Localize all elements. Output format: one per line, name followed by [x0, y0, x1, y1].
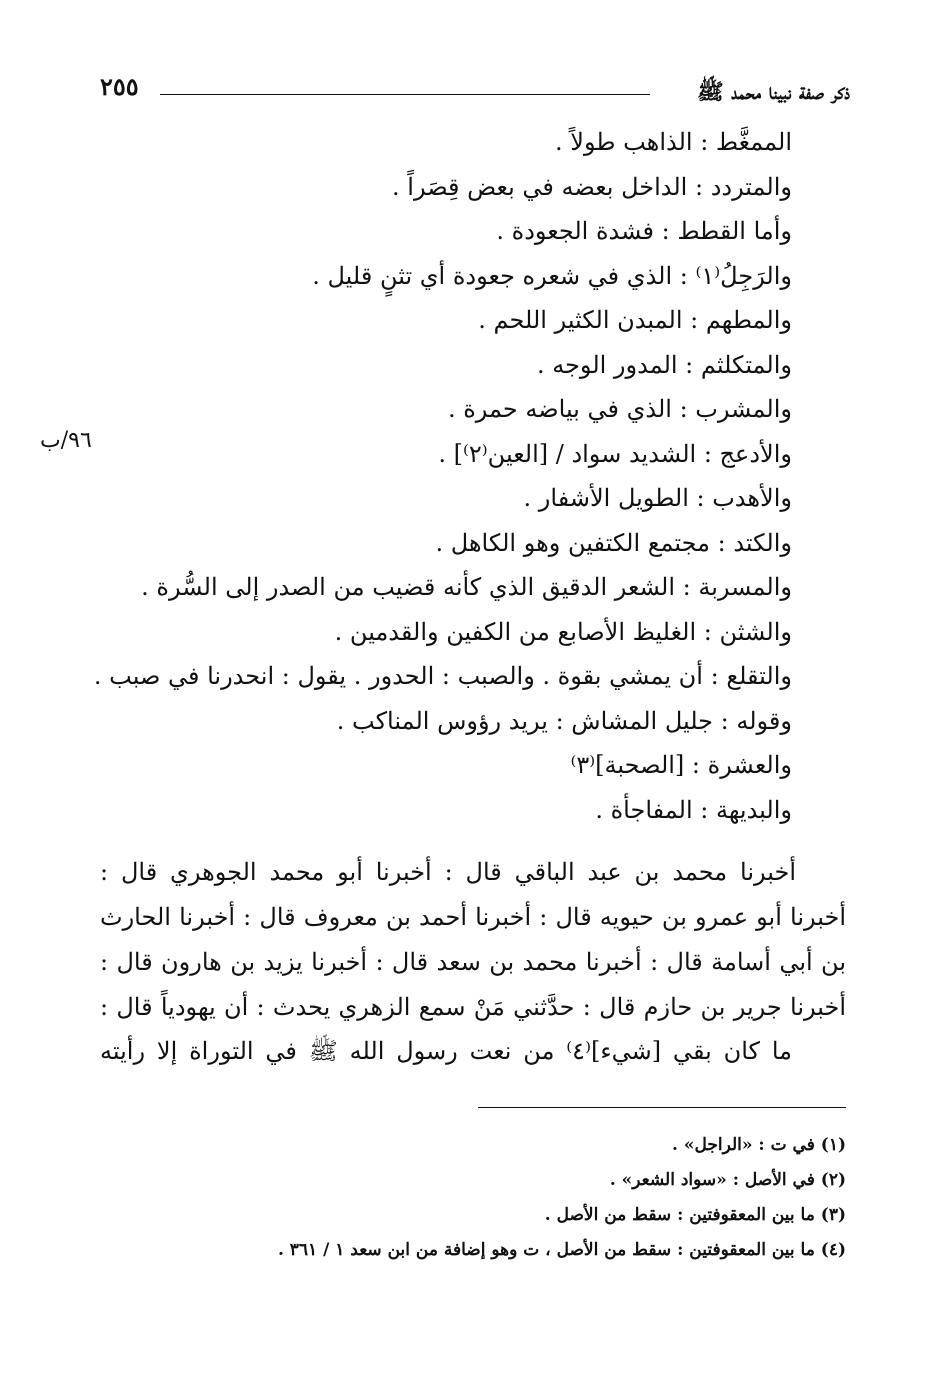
footnote-separator [478, 1107, 846, 1108]
narration-text: ما كان بقي [شيء]⁽٤⁾ من نعت رسول الله ﷺ في التوراة إلا رأيته [100, 1037, 792, 1065]
footnote: (١) في ت : «الراجل» . [672, 1135, 846, 1155]
glossary-line: والأهدب : الطويل الأشفار . [523, 484, 792, 512]
glossary-line: وقوله : جليل المشاش : يريد رؤوس المناكب . [336, 706, 792, 735]
glossary-line: والتقلع : أن يمشي بقوة . والصبب : الحدور . يقول : انحدرنا في صبب . [93, 662, 792, 690]
glossary-line: والبديهة : المفاجأة . [595, 795, 792, 824]
glossary-line: والمتكلثم : المدور الوجه . [536, 350, 792, 379]
glossary-line: والمسربة : الشعر الدقيق الذي كأنه قضيب من الصدر إلى السُّرة . [141, 573, 792, 601]
margin-folio-note: ٩٦/ب [40, 428, 92, 453]
header-title: ذكر صفة نبينا محمد ﷺ [697, 79, 850, 105]
glossary-line: والكتد : مجتمع الكتفين وهو الكاهل . [435, 528, 792, 557]
running-header [100, 70, 850, 110]
narration-paragraph [100, 1034, 792, 1068]
footnote: (٤) ما بين المعقوفتين : سقط من الأصل ، ت وهو إضافة من ابن سعد ١ / ٣٦١ . [277, 1240, 846, 1260]
glossary-line: والعشرة : [الصحبة]⁽٣⁾ [570, 751, 792, 779]
glossary-list [93, 125, 792, 837]
page-number: ٢٥٥ [100, 72, 139, 101]
glossary-line: والرَجِلُ⁽١⁾ : الذي في شعره جعودة أي تثنٍ قليل . [312, 261, 792, 290]
footnote: (٢) في الأصل : «سواد الشعر» . [609, 1170, 846, 1190]
header-rule [160, 94, 650, 95]
isnad-paragraph [100, 850, 846, 1030]
glossary-line: الممغَّط : الذاهب طولاً . [555, 128, 792, 156]
glossary-line: والأدعج : الشديد سواد / [العين⁽٢⁾] . [438, 439, 792, 468]
glossary-line: والمشرب : الذي في بياضه حمرة . [447, 395, 792, 423]
glossary-line: والشثن : الغليظ الأصابع من الكفين والقدمين . [334, 617, 792, 646]
footnotes [146, 1128, 846, 1268]
isnad-text: أخبرنا محمد بن عبد الباقي قال : أخبرنا أبو محمد الجوهري قال : أخبرنا أبو عمرو بن حيويه قال : أخبرنا أحمد بن معروف قال : أخبرنا الحارث بن أبي أسامة قال : أخبرنا محمد بن سعد قال : أخبرنا يزيد بن هارون قال : أخبرنا جرير بن حازم قال : حدَّثني مَنْ سمع الزهري يحدث : أن يهودياً قال : [100, 858, 846, 1021]
glossary-line: والمتردد : الداخل بعضه في بعض قِصَراً . [392, 172, 792, 201]
glossary-line: وأما القطط : فشدة الجعودة . [496, 217, 792, 245]
glossary-line: والمطهم : المبدن الكثير اللحم . [478, 306, 792, 334]
footnote: (٣) ما بين المعقوفتين : سقط من الأصل . [544, 1205, 846, 1225]
